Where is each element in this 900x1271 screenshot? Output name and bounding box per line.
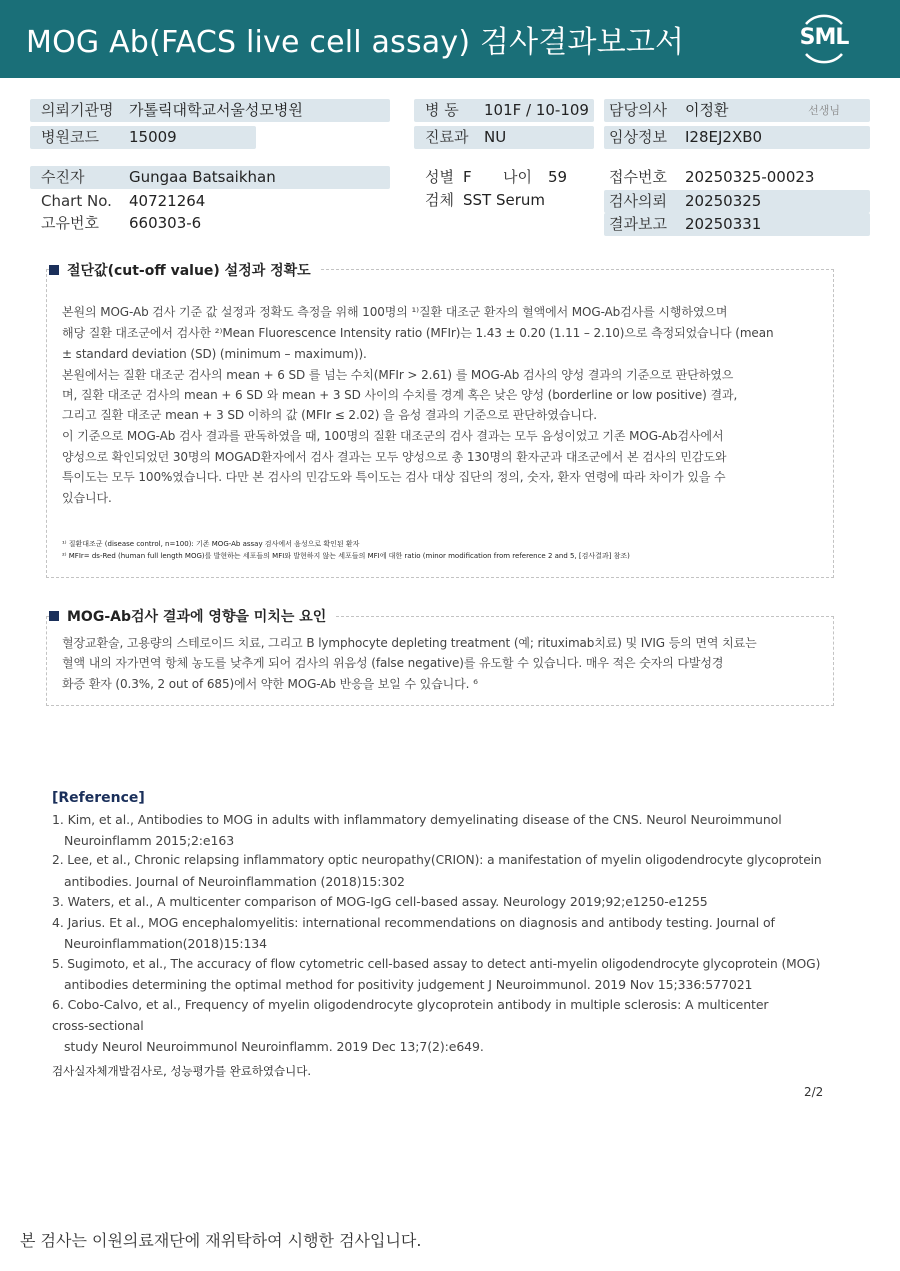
hospital-code-label: 병원코드 [41, 128, 99, 146]
page-number: 2/2 [804, 1085, 824, 1099]
specimen-label: 검체 [425, 191, 454, 209]
doctor-row [604, 99, 870, 122]
factors-line-3: 화증 환자 (0.3%, 2 out of 685)에서 약한 MOG-Ab 반응을 보일 수 있습니다. ⁶ [62, 677, 478, 691]
department-row [414, 126, 594, 149]
doctor-suffix: 선생님 [808, 104, 840, 117]
receipt-no-label: 접수번호 [609, 168, 667, 186]
unique-no-value: 660303-6 [129, 214, 202, 232]
chart-no-value: 40721264 [129, 192, 206, 210]
hospital-code-row [30, 126, 256, 149]
square-bullet-icon [49, 265, 59, 275]
logo-text: SML [799, 25, 849, 50]
cutoff-line-5: 며, 질환 대조군 검사의 mean + 6 SD 와 mean + 3 SD 사이의 수치를 경계 혹은 낮은 양성 (borderline or low positive) 결과, [62, 388, 738, 402]
report-title: MOG Ab(FACS live cell assay) 검사결과보고서 [26, 25, 685, 60]
cutoff-line-8: 양성으로 확인되었던 30명의 MOGAD환자에서 검사 결과는 모두 양성으로 총 130명의 환자군과 대조군에서 본 검사의 민감도와 [62, 450, 727, 464]
cutoff-line-10: 있습니다. [62, 491, 112, 505]
footnote-1: ¹⁾ 질환대조군 (disease control, n=100): 기존 MOG-Ab assay 검사에서 음성으로 확인된 환자 [62, 540, 360, 548]
cutoff-line-9: 특이도는 모두 100%였습니다. 다만 본 검사의 민감도와 특이도는 검사 대상 집단의 정의, 숫자, 환자 연령에 따라 차이가 있을 수 [62, 470, 726, 484]
specimen-value: SST Serum [463, 191, 546, 209]
unique-no-label: 고유번호 [41, 214, 99, 232]
clinical-info-label: 임상정보 [609, 128, 667, 146]
sex-value: F [463, 168, 472, 186]
age-value: 59 [548, 168, 568, 186]
doctor-value: 이정환 [685, 101, 729, 119]
chart-no-row [30, 190, 390, 213]
report-date-label: 결과보고 [609, 215, 667, 233]
reference-line-3: 2. Lee, et al., Chronic relapsing inflammatory optic neuropathy(CRION): a manifestation of myelin oligodendrocyte glycoprotein [52, 853, 822, 867]
footer-note: 본 검사는 이원의료재단에 재위탁하여 시행한 검사입니다. [20, 1231, 422, 1250]
cutoff-line-4: 본원에서는 질환 대조군 검사의 mean + 6 SD 를 넘는 수치(MFIr > 2.61) 를 MOG-Ab 검사의 양성 결과의 기준으로 판단하였으 [62, 368, 734, 382]
department-label: 진료과 [425, 128, 469, 146]
clinical-info-row [604, 126, 870, 149]
report-date-row [604, 213, 870, 236]
reference-line-2: Neuroinflamm 2015;2:e163 [64, 833, 235, 848]
hospital-code-value: 15009 [129, 128, 177, 146]
reference-line-10: 6. Cobo-Calvo, et al., Frequency of myelin oligodendrocyte glycoprotein antibody in multiple sclerosis: A multicenter [52, 997, 769, 1012]
ward-row [414, 99, 594, 122]
department-value: NU [484, 128, 507, 146]
cutoff-line-3: ± standard deviation (SD) (minimum – maximum)). [62, 347, 367, 361]
institution-row [30, 99, 390, 122]
receipt-no-row [604, 166, 870, 189]
age-label: 나이 [503, 168, 532, 186]
unique-no-row [30, 212, 390, 235]
reference-line-5: 3. Waters, et al., A multicenter comparison of MOG-IgG cell-based assay. Neurology 2019;92;e1250-e1255 [52, 894, 708, 909]
cutoff-section-title-text: 절단값(cut-off value) 설정과 정확도 [67, 263, 311, 279]
cutoff-line-6: 그리고 질환 대조군 mean + 3 SD 이하의 값 (MFIr ≤ 2.02) 을 음성 결과의 기준으로 판단하였습니다. [62, 408, 597, 422]
cutoff-line-2: 해당 질환 대조군에서 검사한 ²⁾Mean Fluorescence Intensity ratio (MFIr)는 1.43 ± 0.20 (1.11 – 2.10)으로 측정되었습니다 (mean [62, 326, 774, 340]
request-date-label: 검사의뢰 [609, 192, 667, 210]
factors-section-title-text: MOG-Ab검사 결과에 영향을 미치는 요인 [67, 609, 327, 625]
factors-line-2: 혈액 내의 자가면역 항체 농도를 낮추게 되어 검사의 위음성 (false negative)를 유도할 수 있습니다. 매우 적은 숫자의 다발성경 [62, 656, 724, 670]
examinee-row [30, 166, 390, 189]
reference-line-9: antibodies determining the optimal method for positivity judgement J Neuroimmunol. 2019 Nov 15;336:577021 [64, 977, 753, 992]
request-date-value: 20250325 [685, 192, 762, 210]
receipt-no-value: 20250325-00023 [685, 168, 815, 186]
reference-line-1: 1. Kim, et al., Antibodies to MOG in adults with inflammatory demyelinating disease of the CNS. Neurol Neuroimmunol [52, 812, 782, 827]
factors-line-1: 혈장교환술, 고용량의 스테로이드 치료, 그리고 B lymphocyte depleting treatment (예; rituximab치료) 및 IVIG 등의 면역 치료는 [62, 636, 757, 650]
sex-age-row [414, 166, 594, 189]
report-date-value: 20250331 [685, 215, 762, 233]
sex-label: 성별 [425, 168, 454, 186]
institution-value: 가톨릭대학교서울성모병원 [129, 101, 303, 119]
specimen-row [414, 189, 594, 212]
request-date-row [604, 190, 870, 213]
reference-line-8: 5. Sugimoto, et al., The accuracy of flow cytometric cell-based assay to detect anti-myelin oligodendrocyte glycoprotein (MOG) [52, 957, 821, 971]
doctor-label: 담당의사 [609, 101, 667, 119]
clinical-info-value: I28EJ2XB0 [685, 128, 763, 146]
report-header [0, 0, 900, 78]
examinee-label: 수진자 [41, 168, 85, 186]
chart-no-label: Chart No. [41, 192, 112, 210]
cutoff-section-title [49, 260, 319, 280]
reference-line-11: cross-sectional [52, 1018, 144, 1033]
validation-note: 검사실자체개발검사로, 성능평가를 완료하였습니다. [52, 1064, 312, 1078]
reference-line-4: antibodies. Journal of Neuroinflammation (2018)15:302 [64, 874, 405, 889]
factors-section-title [49, 606, 334, 626]
ward-label: 병 동 [425, 101, 459, 119]
reference-line-6: 4. Jarius. Et al., MOG encephalomyelitis: international recommendations on diagnosis and antibody testing. Journal of [52, 915, 775, 930]
cutoff-line-1: 본원의 MOG-Ab 검사 기준 값 설정과 정확도 측정을 위해 100명의 ¹⁾질환 대조군 환자의 혈액에서 MOG-Ab검사를 시행하였으며 [62, 305, 728, 319]
square-bullet-icon [49, 611, 59, 621]
cutoff-line-7: 이 기준으로 MOG-Ab 검사 결과를 판독하였을 때, 100명의 질환 대조군의 검사 결과는 모두 음성이었고 기존 MOG-Ab검사에서 [62, 429, 724, 443]
examinee-value: Gungaa Batsaikhan [129, 168, 276, 186]
reference-line-7: Neuroinflammation(2018)15:134 [64, 936, 268, 951]
ward-value: 101F / 10-109 [484, 101, 589, 119]
reference-title: [Reference] [52, 790, 145, 806]
footnote-2: ²⁾ MFIr= ds-Red (human full length MOG)를 발현하는 세포들의 MFI와 발현하지 않는 세포들의 MFI에 대한 ratio (minor modification from reference 2 and 5, [검사결과] 참조) [62, 552, 630, 560]
institution-label: 의뢰기관명 [41, 101, 114, 119]
sml-logo [796, 12, 852, 66]
reference-line-12: study Neurol Neuroimmunol Neuroinflamm. 2019 Dec 13;7(2):e649. [64, 1039, 484, 1054]
